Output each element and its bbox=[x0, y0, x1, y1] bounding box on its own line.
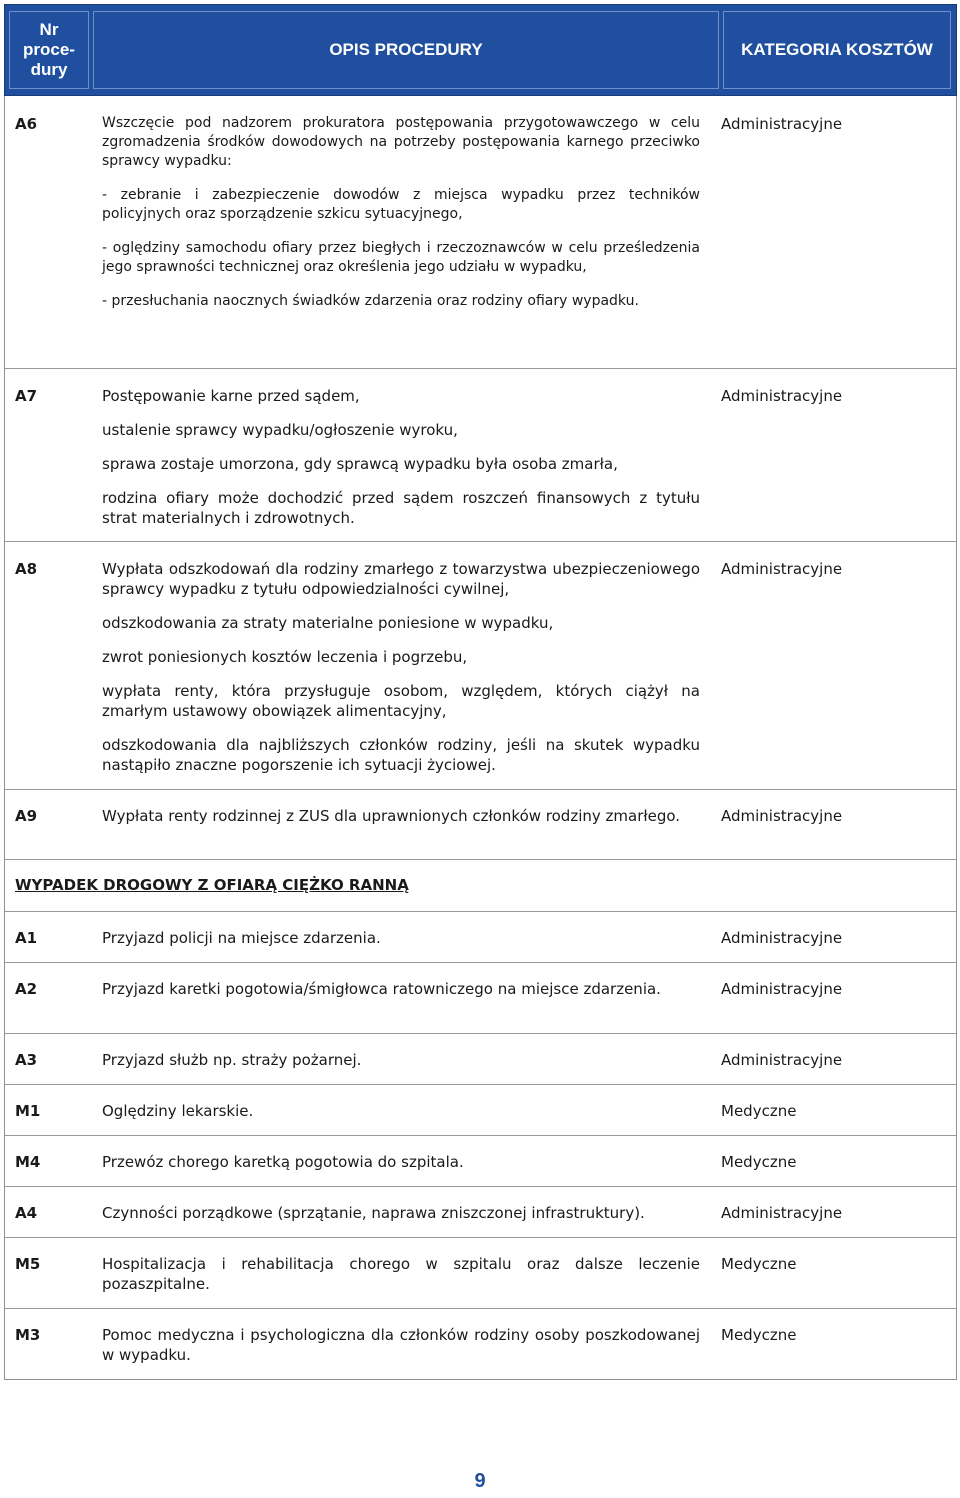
procedure-description bbox=[102, 806, 700, 826]
procedure-description: Przyjazd służb np. straży pożarnej. bbox=[102, 1051, 362, 1069]
description-paragraph: sprawa zostaje umorzona, gdy sprawcą wypadku była osoba zmarła, bbox=[102, 455, 618, 473]
description-paragraph: ustalenie sprawcy wypadku/ogłoszenie wyroku, bbox=[102, 421, 458, 439]
cost-category: Medyczne bbox=[721, 1255, 797, 1273]
procedure-id: A6 bbox=[15, 115, 38, 133]
table-row bbox=[5, 962, 956, 1034]
table-row bbox=[5, 911, 956, 963]
page-number: 9 bbox=[474, 1470, 486, 1492]
cost-category: Administracyjne bbox=[721, 1204, 843, 1222]
procedure-id: M3 bbox=[15, 1326, 41, 1344]
cost-category: Administracyjne bbox=[721, 387, 843, 405]
description-paragraph: - oględziny samochodu ofiary przez biegłych i rzeczoznawców w celu prześledzenia jego sprawności technicznej oraz określenia jego udziału w wypadku, bbox=[102, 240, 700, 275]
description-paragraph: odszkodowania dla najbliższych członków rodziny, jeśli na skutek wypadku nastąpiło znaczne pogorszenie ich sytuacji życiowej. bbox=[102, 736, 700, 774]
table-row bbox=[5, 1135, 956, 1187]
procedure-id: A2 bbox=[15, 980, 38, 998]
procedure-description: Przyjazd policji na miejsce zdarzenia. bbox=[102, 929, 381, 947]
table-row bbox=[5, 1237, 956, 1309]
procedure-description: Czynności porządkowe (sprzątanie, naprawa zniszczonej infrastruktury). bbox=[102, 1204, 645, 1222]
cost-category: Administracyjne bbox=[721, 115, 843, 133]
cost-category: Administracyjne bbox=[721, 560, 843, 578]
table-row bbox=[5, 1084, 956, 1136]
table-row bbox=[5, 96, 956, 369]
table-row bbox=[5, 1033, 956, 1085]
description-paragraph: Postępowanie karne przed sądem, bbox=[102, 387, 360, 405]
procedure-description: Przyjazd karetki pogotowia/śmigłowca ratowniczego na miejsce zdarzenia. bbox=[102, 980, 661, 998]
table-row bbox=[5, 1186, 956, 1238]
procedure-id: A9 bbox=[15, 807, 38, 825]
procedure-description: Hospitalizacja i rehabilitacja chorego w szpitalu oraz dalsze leczenie pozaszpitalne. bbox=[102, 1255, 700, 1293]
procedure-id: M1 bbox=[15, 1102, 41, 1120]
procedure-description bbox=[102, 386, 700, 528]
procedure-id: A4 bbox=[15, 1204, 38, 1222]
procedure-id: M5 bbox=[15, 1255, 41, 1273]
procedure-description: Pomoc medyczna i psychologiczna dla członków rodziny osoby poszkodowanej w wypadku. bbox=[102, 1326, 700, 1364]
description-paragraph: rodzina ofiary może dochodzić przed sądem roszczeń finansowych z tytułu strat materialnych i zdrowotnych. bbox=[102, 489, 700, 527]
procedure-id: A1 bbox=[15, 929, 38, 947]
procedure-id: A7 bbox=[15, 387, 38, 405]
cost-category: Administracyjne bbox=[721, 1051, 843, 1069]
header-col-nr: Nr proce- dury bbox=[9, 11, 89, 89]
procedure-description: Oględziny lekarskie. bbox=[102, 1102, 254, 1120]
header-col-description: OPIS PROCEDURY bbox=[93, 11, 719, 89]
table-row bbox=[5, 368, 956, 542]
description-paragraph: odszkodowania za straty materialne poniesione w wypadku, bbox=[102, 614, 554, 632]
description-paragraph: zwrot poniesionych kosztów leczenia i pogrzebu, bbox=[102, 648, 468, 666]
procedure-description bbox=[102, 559, 700, 775]
cost-category: Medyczne bbox=[721, 1326, 797, 1344]
header-col-category: KATEGORIA KOSZTÓW bbox=[723, 11, 951, 89]
procedure-description: Przewóz chorego karetką pogotowia do szpitala. bbox=[102, 1153, 464, 1171]
cost-category: Administracyjne bbox=[721, 929, 843, 947]
description-paragraph: Wypłata odszkodowań dla rodziny zmarłego z towarzystwa ubezpieczeniowego sprawcy wypadku z tytułu odpowiedzialności cywilnej, bbox=[102, 560, 700, 598]
table-header bbox=[4, 4, 957, 96]
section-row bbox=[5, 859, 956, 912]
cost-category: Administracyjne bbox=[721, 980, 843, 998]
table-row bbox=[5, 789, 956, 860]
procedure-id: A8 bbox=[15, 560, 38, 578]
procedure-table bbox=[4, 96, 957, 1380]
cost-category: Administracyjne bbox=[721, 807, 843, 825]
description-paragraph: Wypłata renty rodzinnej z ZUS dla uprawnionych członków rodziny zmarłego. bbox=[102, 807, 681, 825]
procedure-id: M4 bbox=[15, 1153, 41, 1171]
cost-category: Medyczne bbox=[721, 1102, 797, 1120]
procedure-description bbox=[102, 114, 700, 326]
section-title: WYPADEK DROGOWY Z OFIARĄ CIĘŻKO RANNĄ bbox=[15, 876, 409, 894]
table-row bbox=[5, 1308, 956, 1379]
description-paragraph: wypłata renty, która przysługuje osobom, względem, których ciążył na zmarłym ustawowy obowiązek alimentacyjny, bbox=[102, 682, 700, 720]
table-row bbox=[5, 541, 956, 790]
procedure-id: A3 bbox=[15, 1051, 38, 1069]
cost-category: Medyczne bbox=[721, 1153, 797, 1171]
description-paragraph: - zebranie i zabezpieczenie dowodów z miejsca wypadku przez techników policyjnych oraz sporządzenie szkicu sytuacyjnego, bbox=[102, 187, 700, 222]
description-paragraph: - przesłuchania naocznych świadków zdarzenia oraz rodziny ofiary wypadku. bbox=[102, 293, 639, 309]
description-paragraph: Wszczęcie pod nadzorem prokuratora postępowania przygotowawczego w celu zgromadzenia środków dowodowych na potrzeby postępowania karnego przeciwko sprawcy wypadku: bbox=[102, 115, 700, 169]
